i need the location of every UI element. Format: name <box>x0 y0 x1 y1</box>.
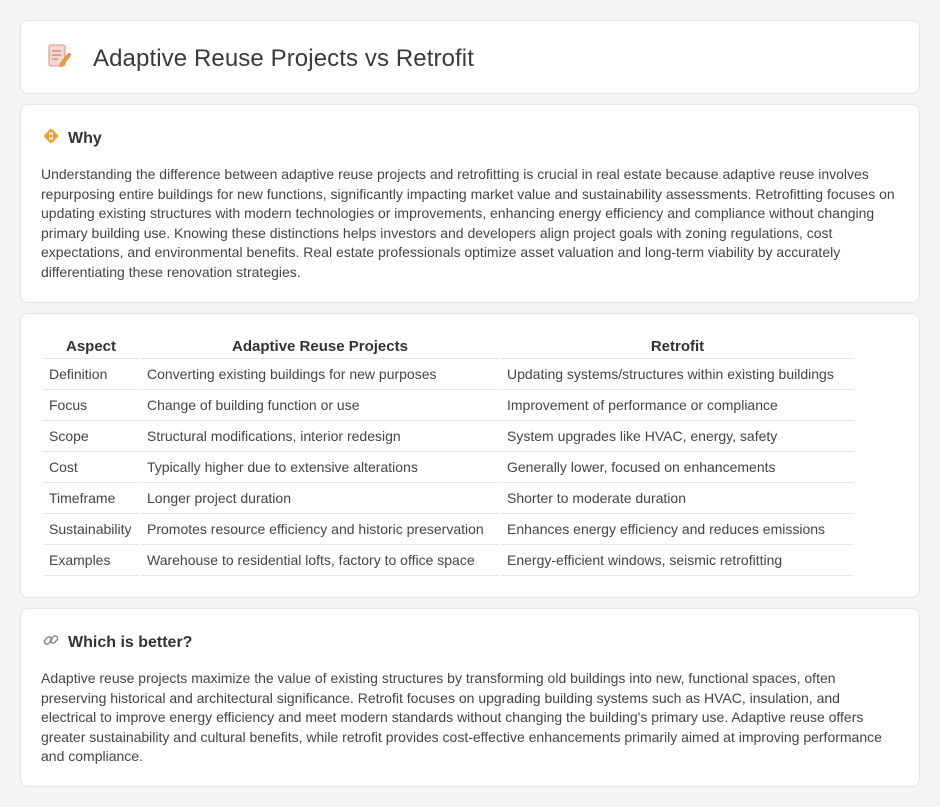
table-row <box>43 390 854 421</box>
table-header-row <box>43 334 854 359</box>
table-row <box>43 359 854 390</box>
table-row <box>43 514 854 545</box>
road-sign-icon <box>42 127 68 150</box>
cell-retrofit: System upgrades like HVAC, energy, safety <box>501 421 854 452</box>
cell-adaptive-reuse: Promotes resource efficiency and historic preservation <box>141 514 499 545</box>
cell-aspect: Cost <box>43 452 139 483</box>
cell-aspect: Scope <box>43 421 139 452</box>
link-icon <box>42 631 68 654</box>
cell-retrofit: Generally lower, focused on enhancements <box>501 452 854 483</box>
why-card <box>20 104 920 303</box>
which-better-card <box>20 608 920 787</box>
better-text: Adaptive reuse projects maximize the value of existing structures by transforming old buildings into new, functional spaces, often preserving historical and architectural significance. Retrofit focuses on upgrading building systems such as HVAC, insulation, and electrical to improve energy efficiency and meet modern standards without changing the building's primary use. Adaptive reuse offers greater sustainability and cultural benefits, while retrofit provides cost-effective enhancements primarily aimed at improving performance and compliance. <box>41 670 882 764</box>
header-aspect: Aspect <box>43 334 139 359</box>
cell-retrofit: Energy-efficient windows, seismic retrofitting <box>501 545 854 576</box>
cell-adaptive-reuse: Warehouse to residential lofts, factory to office space <box>141 545 499 576</box>
better-heading-row <box>42 631 192 654</box>
cell-aspect: Definition <box>43 359 139 390</box>
cell-retrofit: Updating systems/structures within existing buildings <box>501 359 854 390</box>
title-row <box>47 43 474 74</box>
cell-adaptive-reuse: Converting existing buildings for new purposes <box>141 359 499 390</box>
cell-adaptive-reuse: Longer project duration <box>141 483 499 514</box>
table-row <box>43 483 854 514</box>
why-text: Understanding the difference between adaptive reuse projects and retrofitting is crucial in real estate because adaptive reuse involves repurposing entire buildings for new functions, significantly impacting market value and sustainability assessments. Retrofitting focuses on updating existing structures with modern technologies or improvements, enhancing energy efficiency and compliance without changing primary building use. Knowing these distinctions helps investors and developers align project goals with zoning regulations, cost expectations, and environmental benefits. Real estate professionals optimize asset valuation and long-term viability by accurately differentiating these renovation strategies. <box>41 166 895 280</box>
cell-adaptive-reuse: Change of building function or use <box>141 390 499 421</box>
table-row <box>43 421 854 452</box>
cell-retrofit: Enhances energy efficiency and reduces emissions <box>501 514 854 545</box>
page-title: Adaptive Reuse Projects vs Retrofit <box>93 44 474 72</box>
better-heading: Which is better? <box>68 633 193 651</box>
cell-aspect: Timeframe <box>43 483 139 514</box>
header-retrofit: Retrofit <box>501 334 854 359</box>
title-card <box>20 20 920 94</box>
why-heading: Why <box>68 129 102 147</box>
cell-aspect: Examples <box>43 545 139 576</box>
table-row <box>43 545 854 576</box>
header-adaptive-reuse: Adaptive Reuse Projects <box>141 334 499 359</box>
cell-retrofit: Shorter to moderate duration <box>501 483 854 514</box>
cell-adaptive-reuse: Typically higher due to extensive alterations <box>141 452 499 483</box>
comparison-table <box>41 334 856 576</box>
comparison-card <box>20 313 920 598</box>
table-row <box>43 452 854 483</box>
cell-retrofit: Improvement of performance or compliance <box>501 390 854 421</box>
cell-aspect: Sustainability <box>43 514 139 545</box>
cell-aspect: Focus <box>43 390 139 421</box>
cell-adaptive-reuse: Structural modifications, interior redesign <box>141 421 499 452</box>
why-heading-row <box>42 127 102 150</box>
document-pencil-icon <box>47 43 93 74</box>
